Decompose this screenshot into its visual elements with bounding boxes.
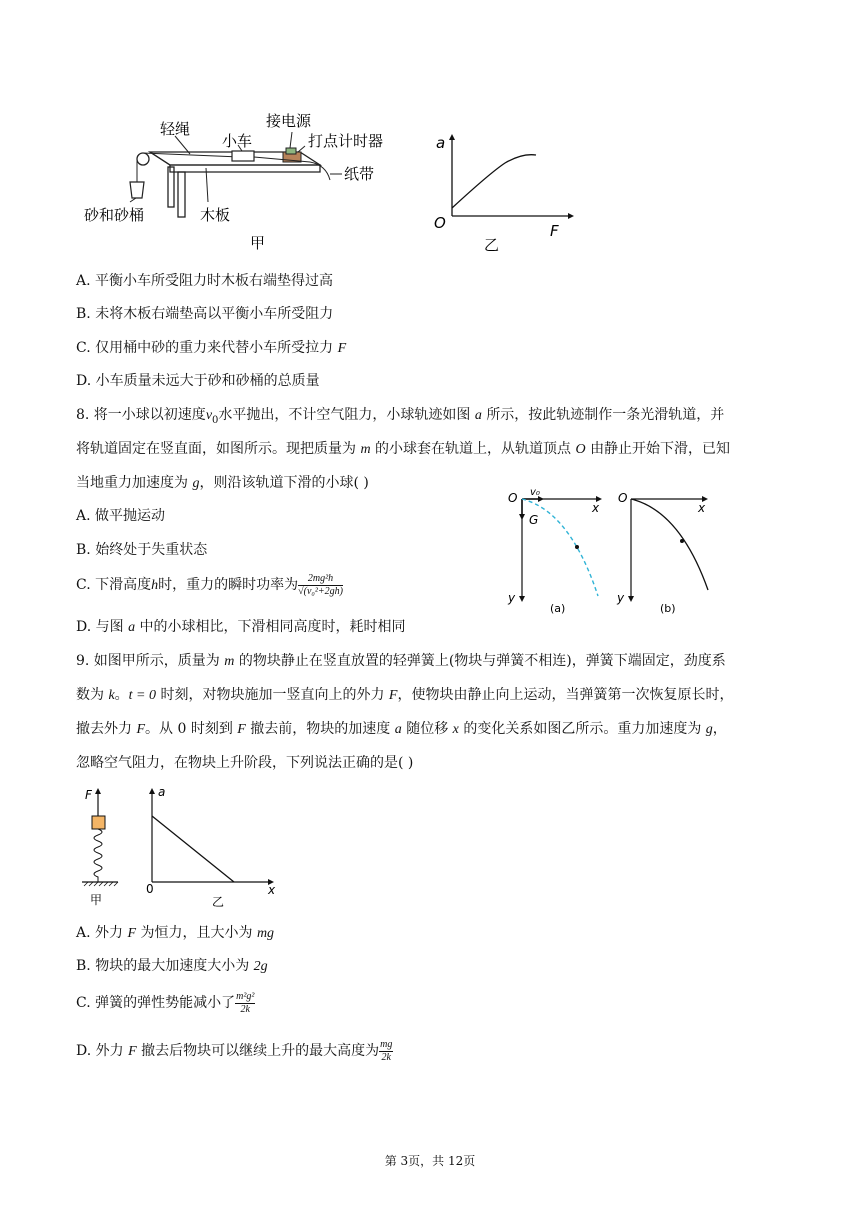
page-footer: 第 3页，共 12页 [384, 1154, 476, 1168]
fig-graph-yi: 乙 [212, 895, 225, 909]
fig-b-caption: (b) [660, 602, 676, 615]
q9-stem-line4: 忽略空气阻力，在物块上升阶段，下列说法正确的是( ) [76, 755, 414, 771]
q9-option-d[interactable]: D. 外力 F 撤去后物块可以继续上升的最大高度为 $\frac{mg}{2k}$ [76, 1038, 393, 1063]
fig-b-y: y [617, 591, 625, 605]
q9-stem-line2: 数为 k。t = 0 时刻，对物块施加一竖直向上的外力 F，使物块由静止向上运动，当弹簧第一次恢复原长时， [76, 687, 734, 703]
a-f-graph [430, 128, 580, 258]
q9-stem-line3: 撤去外力 F。从 0 时刻到 F 撤去前，物块的加速度 a 随位移 x 的变化关系如图乙所示。重力加速度为 g， [76, 721, 727, 737]
q9-stem-line1: 9. 如图甲所示，质量为 m 的物块静止在竖直放置的轻弹簧上(物块与弹簧不相连)，弹簧下端固定，劲度系 [76, 653, 726, 669]
q8-option-c[interactable]: C. 下滑高度h时，重力的瞬时功率为 $\frac{\text{2mg²h}}{\text{√(v₀²+2gh)}}$ [76, 572, 343, 597]
q9-option-c[interactable]: C. 弹簧的弹性势能减小了 $\frac{\text{m²g²}}{2k}$ [76, 990, 255, 1015]
q8-stem-line1: 8. 将一小球以初速度$v_0$水平抛出，不计空气阻力，小球轨迹如图 a 所示，按此轨迹制作一条光滑轨道，并 [76, 407, 725, 426]
q8-option-d[interactable]: D. 与图 a 中的小球相比，下滑相同高度时，耗时相同 [76, 619, 406, 635]
fig-a-G: G [529, 513, 539, 527]
label-tape: 纸带 [344, 165, 375, 183]
fig-a-origin: O [508, 491, 518, 505]
label-cart: 小车 [222, 132, 253, 150]
label-jia: 甲 [250, 234, 266, 252]
label-timer: 打点计时器 [308, 132, 384, 150]
fig-a-x: x [592, 501, 600, 515]
graph-origin: O [434, 214, 446, 232]
q8-option-b[interactable]: B. 始终处于失重状态 [76, 542, 208, 558]
label-rope: 轻绳 [160, 120, 191, 138]
q7-option-b[interactable]: B. 未将木板右端垫高以平衡小车所受阻力 [76, 306, 334, 322]
label-sand: 砂和砂桶 [84, 206, 145, 224]
fig-a-y: y [508, 591, 516, 605]
label-board: 木板 [200, 206, 231, 224]
q8-stem-line3: 当地重力加速度为 g，则沿该轨道下滑的小球( ) [76, 475, 369, 491]
fig-a-v0: v₀ [530, 487, 540, 498]
fig-b-origin: O [618, 491, 628, 505]
q9-option-b[interactable]: B. 物块的最大加速度大小为 2g [76, 958, 268, 974]
q8-stem-line2: 将轨道固定在竖直面，如图所示。现把质量为 m 的小球套在轨道上，从轨道顶点 O 由静止开始下滑，已知 [76, 441, 731, 457]
q9-option-a[interactable]: A. 外力 F 为恒力，且大小为 mg [76, 925, 275, 941]
q7-option-c[interactable]: C. 仅用桶中砂的重力来代替小车所受拉力 F [76, 340, 347, 356]
fig-a-caption: (a) [550, 602, 566, 615]
fig-graph-a: a [158, 785, 166, 799]
q8-option-a[interactable]: A. 做平抛运动 [76, 508, 166, 524]
trajectory-figure [500, 486, 720, 616]
spring-figure [76, 782, 296, 912]
fig-spring-jia: 甲 [90, 893, 103, 907]
graph-axis-a: a [436, 134, 446, 152]
fig-graph-x: x [268, 883, 276, 897]
fig-graph-zero: 0 [146, 882, 154, 896]
apparatus-figure [80, 110, 420, 260]
graph-yi: 乙 [484, 236, 500, 254]
fig-spring-F: F [85, 788, 92, 802]
graph-axis-F: F [550, 222, 559, 240]
q7-option-a[interactable]: A. 平衡小车所受阻力时木板右端垫得过高 [76, 273, 334, 289]
q7-option-d[interactable]: D. 小车质量未远大于砂和砂桶的总质量 [76, 373, 320, 389]
label-power: 接电源 [266, 112, 312, 130]
fig-b-x: x [698, 501, 706, 515]
